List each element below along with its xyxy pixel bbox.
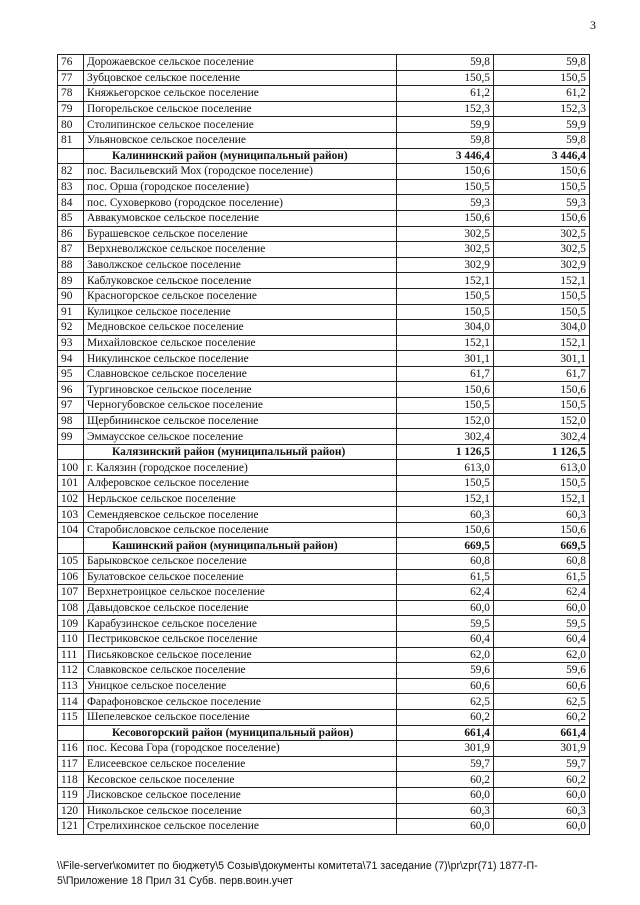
- amount-cell-2: 60,2: [494, 709, 590, 725]
- amount-cell-1: 60,8: [397, 554, 494, 570]
- row-number-cell: 106: [58, 569, 84, 585]
- row-number-cell: 120: [58, 803, 84, 819]
- row-number-cell: [58, 148, 84, 164]
- settlement-name-cell: Карабузинское сельское поселение: [84, 616, 397, 632]
- row-number-cell: 99: [58, 429, 84, 445]
- table-row: [58, 257, 590, 273]
- row-number-cell: 116: [58, 741, 84, 757]
- table-row: [58, 600, 590, 616]
- settlement-name-cell: Тургиновское сельское поселение: [84, 382, 397, 398]
- amount-cell-1: 152,1: [397, 491, 494, 507]
- table-row: [58, 694, 590, 710]
- amount-cell-1: 59,8: [397, 55, 494, 71]
- table-row: [58, 803, 590, 819]
- row-number-cell: 104: [58, 522, 84, 538]
- table-row: [58, 86, 590, 102]
- settlement-name-cell: Кашинский район (муниципальный район): [84, 538, 397, 554]
- table-row: [58, 210, 590, 226]
- table-row: [58, 195, 590, 211]
- row-number-cell: 111: [58, 647, 84, 663]
- amount-cell-2: 661,4: [494, 725, 590, 741]
- amount-cell-2: 1 126,5: [494, 444, 590, 460]
- table-row: [58, 585, 590, 601]
- amount-cell-1: 60,0: [397, 600, 494, 616]
- table-row: [58, 351, 590, 367]
- amount-cell-2: 62,0: [494, 647, 590, 663]
- settlement-name-cell: Красногорское сельское поселение: [84, 288, 397, 304]
- settlement-name-cell: пос. Орша (городское поселение): [84, 179, 397, 195]
- row-number-cell: 103: [58, 507, 84, 523]
- settlement-name-cell: Уницкое сельское поселение: [84, 678, 397, 694]
- settlement-name-cell: Черногубовское сельское поселение: [84, 398, 397, 414]
- table-row: [58, 554, 590, 570]
- row-number-cell: 113: [58, 678, 84, 694]
- row-number-cell: 107: [58, 585, 84, 601]
- file-path-line-2: 5\Приложение 18 Прил 31 Субв. перв.воин.учет: [57, 875, 293, 887]
- amount-cell-2: 302,5: [494, 242, 590, 258]
- amount-cell-2: 302,5: [494, 226, 590, 242]
- table-row: [58, 413, 590, 429]
- amount-cell-1: 304,0: [397, 320, 494, 336]
- table-row: [58, 304, 590, 320]
- table-row: [58, 772, 590, 788]
- amount-cell-1: 1 126,5: [397, 444, 494, 460]
- settlement-name-cell: Стрелихинское сельское поселение: [84, 819, 397, 835]
- row-number-cell: 78: [58, 86, 84, 102]
- row-number-cell: 89: [58, 273, 84, 289]
- row-number-cell: 92: [58, 320, 84, 336]
- amount-cell-1: 59,6: [397, 663, 494, 679]
- amount-cell-1: 61,5: [397, 569, 494, 585]
- amount-cell-1: 152,0: [397, 413, 494, 429]
- page-number: 3: [590, 18, 596, 32]
- amount-cell-2: 60,2: [494, 772, 590, 788]
- row-number-cell: 121: [58, 819, 84, 835]
- table-row: [58, 273, 590, 289]
- amount-cell-1: 613,0: [397, 460, 494, 476]
- settlement-name-cell: Щербининское сельское поселение: [84, 413, 397, 429]
- amount-cell-1: 301,1: [397, 351, 494, 367]
- row-number-cell: 110: [58, 631, 84, 647]
- row-number-cell: 83: [58, 179, 84, 195]
- settlement-name-cell: Калязинский район (муниципальный район): [84, 444, 397, 460]
- amount-cell-2: 60,0: [494, 819, 590, 835]
- amount-cell-2: 150,6: [494, 522, 590, 538]
- amount-cell-2: 59,8: [494, 55, 590, 71]
- district-row: [58, 148, 590, 164]
- amount-cell-1: 661,4: [397, 725, 494, 741]
- amount-cell-1: 152,1: [397, 335, 494, 351]
- amount-cell-2: 61,5: [494, 569, 590, 585]
- settlement-name-cell: Зубцовское сельское поселение: [84, 70, 397, 86]
- amount-cell-1: 150,5: [397, 398, 494, 414]
- table-row: [58, 429, 590, 445]
- settlement-name-cell: Славновское сельское поселение: [84, 366, 397, 382]
- amount-cell-1: 302,5: [397, 242, 494, 258]
- amount-cell-2: 59,8: [494, 132, 590, 148]
- table-row: [58, 398, 590, 414]
- settlement-name-cell: Кесовское сельское поселение: [84, 772, 397, 788]
- amount-cell-2: 60,4: [494, 631, 590, 647]
- table-row: [58, 101, 590, 117]
- table-row: [58, 507, 590, 523]
- settlement-name-cell: Верхневолжское сельское поселение: [84, 242, 397, 258]
- amount-cell-1: 62,5: [397, 694, 494, 710]
- settlement-name-cell: Фарафоновское сельское поселение: [84, 694, 397, 710]
- amount-cell-1: 61,2: [397, 86, 494, 102]
- settlement-name-cell: Михайловское сельское поселение: [84, 335, 397, 351]
- settlement-name-cell: Аввакумовское сельское поселение: [84, 210, 397, 226]
- amount-cell-1: 60,2: [397, 772, 494, 788]
- amount-cell-2: 150,5: [494, 476, 590, 492]
- amount-cell-1: 60,4: [397, 631, 494, 647]
- amount-cell-2: 150,5: [494, 288, 590, 304]
- file-path-footer: [57, 859, 597, 889]
- amount-cell-2: 59,9: [494, 117, 590, 133]
- amount-cell-2: 61,7: [494, 366, 590, 382]
- amount-cell-2: 60,6: [494, 678, 590, 694]
- settlement-name-cell: Никольское сельское поселение: [84, 803, 397, 819]
- amount-cell-2: 152,3: [494, 101, 590, 117]
- settlement-name-cell: Давыдовское сельское поселение: [84, 600, 397, 616]
- table-row: [58, 709, 590, 725]
- table-row: [58, 756, 590, 772]
- amount-cell-1: 60,0: [397, 787, 494, 803]
- amount-cell-1: 150,6: [397, 522, 494, 538]
- row-number-cell: [58, 725, 84, 741]
- settlement-name-cell: Эммаусское сельское поселение: [84, 429, 397, 445]
- amount-cell-1: 301,9: [397, 741, 494, 757]
- table-row: [58, 631, 590, 647]
- settlement-name-cell: Семендяевское сельское поселение: [84, 507, 397, 523]
- amount-cell-1: 59,9: [397, 117, 494, 133]
- table-row: [58, 242, 590, 258]
- settlement-name-cell: г. Калязин (городское поселение): [84, 460, 397, 476]
- table-row: [58, 320, 590, 336]
- amount-cell-2: 59,5: [494, 616, 590, 632]
- settlement-name-cell: Верхнетроицкое сельское поселение: [84, 585, 397, 601]
- table-row: [58, 117, 590, 133]
- amount-cell-1: 150,6: [397, 210, 494, 226]
- district-row: [58, 444, 590, 460]
- settlement-name-cell: Кулицкое сельское поселение: [84, 304, 397, 320]
- amount-cell-1: 150,6: [397, 382, 494, 398]
- amount-cell-1: 150,5: [397, 179, 494, 195]
- row-number-cell: 95: [58, 366, 84, 382]
- district-row: [58, 725, 590, 741]
- settlement-name-cell: Старобисловское сельское поселение: [84, 522, 397, 538]
- row-number-cell: 115: [58, 709, 84, 725]
- amount-cell-1: 152,1: [397, 273, 494, 289]
- amount-cell-1: 150,6: [397, 164, 494, 180]
- amount-cell-2: 60,0: [494, 787, 590, 803]
- amount-cell-2: 150,5: [494, 179, 590, 195]
- amount-cell-1: 61,7: [397, 366, 494, 382]
- table-row: [58, 55, 590, 71]
- row-number-cell: 86: [58, 226, 84, 242]
- amount-cell-1: 60,6: [397, 678, 494, 694]
- amount-cell-1: 150,5: [397, 288, 494, 304]
- amount-cell-2: 60,3: [494, 507, 590, 523]
- settlement-name-cell: Каблуковское сельское поселение: [84, 273, 397, 289]
- table-row: [58, 741, 590, 757]
- settlement-name-cell: Барыковское сельское поселение: [84, 554, 397, 570]
- amount-cell-1: 59,8: [397, 132, 494, 148]
- amount-cell-2: 62,4: [494, 585, 590, 601]
- amount-cell-2: 150,5: [494, 70, 590, 86]
- table-row: [58, 476, 590, 492]
- amount-cell-1: 62,0: [397, 647, 494, 663]
- amount-cell-2: 304,0: [494, 320, 590, 336]
- row-number-cell: 93: [58, 335, 84, 351]
- settlement-name-cell: Калининский район (муниципальный район): [84, 148, 397, 164]
- row-number-cell: 98: [58, 413, 84, 429]
- table-row: [58, 787, 590, 803]
- amount-cell-2: 150,5: [494, 304, 590, 320]
- row-number-cell: 87: [58, 242, 84, 258]
- settlement-name-cell: Письяковское сельское поселение: [84, 647, 397, 663]
- settlement-name-cell: Славковское сельское поселение: [84, 663, 397, 679]
- settlement-name-cell: Шепелевское сельское поселение: [84, 709, 397, 725]
- table-body: [58, 55, 590, 835]
- settlement-name-cell: Заволжское сельское поселение: [84, 257, 397, 273]
- settlement-name-cell: Пестриковское сельское поселение: [84, 631, 397, 647]
- table-row: [58, 132, 590, 148]
- row-number-cell: 94: [58, 351, 84, 367]
- row-number-cell: [58, 444, 84, 460]
- settlement-name-cell: Лисковское сельское поселение: [84, 787, 397, 803]
- row-number-cell: 109: [58, 616, 84, 632]
- table-row: [58, 288, 590, 304]
- row-number-cell: 114: [58, 694, 84, 710]
- table-row: [58, 335, 590, 351]
- amount-cell-1: 60,3: [397, 507, 494, 523]
- table-row: [58, 522, 590, 538]
- amount-cell-2: 62,5: [494, 694, 590, 710]
- amount-cell-1: 302,5: [397, 226, 494, 242]
- table-row: [58, 647, 590, 663]
- settlement-name-cell: Булатовское сельское поселение: [84, 569, 397, 585]
- amount-cell-1: 152,3: [397, 101, 494, 117]
- amount-cell-2: 59,7: [494, 756, 590, 772]
- amount-cell-2: 3 446,4: [494, 148, 590, 164]
- row-number-cell: 80: [58, 117, 84, 133]
- row-number-cell: 119: [58, 787, 84, 803]
- row-number-cell: 88: [58, 257, 84, 273]
- settlement-name-cell: Елисеевское сельское поселение: [84, 756, 397, 772]
- amount-cell-2: 302,9: [494, 257, 590, 273]
- amount-cell-2: 152,1: [494, 273, 590, 289]
- amount-cell-1: 150,5: [397, 476, 494, 492]
- table-row: [58, 491, 590, 507]
- amount-cell-2: 61,2: [494, 86, 590, 102]
- amount-cell-1: 302,9: [397, 257, 494, 273]
- row-number-cell: [58, 538, 84, 554]
- amount-cell-1: 150,5: [397, 70, 494, 86]
- amount-cell-1: 150,5: [397, 304, 494, 320]
- amount-cell-2: 59,3: [494, 195, 590, 211]
- table-row: [58, 366, 590, 382]
- amount-cell-1: 59,5: [397, 616, 494, 632]
- amount-cell-2: 301,1: [494, 351, 590, 367]
- row-number-cell: 81: [58, 132, 84, 148]
- amount-cell-1: 60,0: [397, 819, 494, 835]
- row-number-cell: 90: [58, 288, 84, 304]
- settlement-name-cell: Погорельское сельское поселение: [84, 101, 397, 117]
- table-row: [58, 569, 590, 585]
- row-number-cell: 101: [58, 476, 84, 492]
- amount-cell-2: 150,6: [494, 382, 590, 398]
- settlement-name-cell: Кесовогорский район (муниципальный район): [84, 725, 397, 741]
- amount-cell-2: 150,6: [494, 210, 590, 226]
- table-row: [58, 678, 590, 694]
- table-row: [58, 226, 590, 242]
- amount-cell-2: 60,8: [494, 554, 590, 570]
- amount-cell-1: 60,3: [397, 803, 494, 819]
- settlement-name-cell: Столипинское сельское поселение: [84, 117, 397, 133]
- amount-cell-1: 59,7: [397, 756, 494, 772]
- amount-cell-1: 62,4: [397, 585, 494, 601]
- allocation-table: [57, 54, 590, 835]
- amount-cell-2: 60,3: [494, 803, 590, 819]
- row-number-cell: 118: [58, 772, 84, 788]
- amount-cell-2: 301,9: [494, 741, 590, 757]
- settlement-name-cell: Дорожаевское сельское поселение: [84, 55, 397, 71]
- row-number-cell: 76: [58, 55, 84, 71]
- table-row: [58, 164, 590, 180]
- row-number-cell: 108: [58, 600, 84, 616]
- row-number-cell: 79: [58, 101, 84, 117]
- settlement-name-cell: Нерльское сельское поселение: [84, 491, 397, 507]
- amount-cell-2: 150,5: [494, 398, 590, 414]
- row-number-cell: 102: [58, 491, 84, 507]
- row-number-cell: 117: [58, 756, 84, 772]
- amount-cell-2: 60,0: [494, 600, 590, 616]
- amount-cell-1: 302,4: [397, 429, 494, 445]
- amount-cell-1: 59,3: [397, 195, 494, 211]
- row-number-cell: 97: [58, 398, 84, 414]
- amount-cell-2: 59,6: [494, 663, 590, 679]
- settlement-name-cell: Бурашевское сельское поселение: [84, 226, 397, 242]
- amount-cell-2: 152,0: [494, 413, 590, 429]
- row-number-cell: 112: [58, 663, 84, 679]
- amount-cell-2: 152,1: [494, 335, 590, 351]
- row-number-cell: 77: [58, 70, 84, 86]
- row-number-cell: 100: [58, 460, 84, 476]
- settlement-name-cell: Ульяновское сельское поселение: [84, 132, 397, 148]
- table-row: [58, 663, 590, 679]
- amount-cell-2: 669,5: [494, 538, 590, 554]
- amount-cell-2: 150,6: [494, 164, 590, 180]
- row-number-cell: 96: [58, 382, 84, 398]
- amount-cell-2: 302,4: [494, 429, 590, 445]
- amount-cell-1: 60,2: [397, 709, 494, 725]
- amount-cell-2: 152,1: [494, 491, 590, 507]
- settlement-name-cell: пос. Васильевский Мох (городское поселение): [84, 164, 397, 180]
- table-row: [58, 70, 590, 86]
- settlement-name-cell: пос. Кесова Гора (городское поселение): [84, 741, 397, 757]
- table-row: [58, 179, 590, 195]
- amount-cell-2: 613,0: [494, 460, 590, 476]
- settlement-name-cell: Медновское сельское поселение: [84, 320, 397, 336]
- amount-cell-1: 669,5: [397, 538, 494, 554]
- table-row: [58, 819, 590, 835]
- row-number-cell: 82: [58, 164, 84, 180]
- table-row: [58, 460, 590, 476]
- file-path-line-1: \\File-server\комитет по бюджету\5 Созыв\документы комитета\71 заседание (7)\pr\zpr(71) 1877-П-: [57, 860, 538, 872]
- table-row: [58, 382, 590, 398]
- settlement-name-cell: Княжьегорское сельское поселение: [84, 86, 397, 102]
- settlement-name-cell: Никулинское сельское поселение: [84, 351, 397, 367]
- row-number-cell: 85: [58, 210, 84, 226]
- row-number-cell: 105: [58, 554, 84, 570]
- settlement-name-cell: пос. Суховерково (городское поселение): [84, 195, 397, 211]
- district-row: [58, 538, 590, 554]
- row-number-cell: 84: [58, 195, 84, 211]
- amount-cell-1: 3 446,4: [397, 148, 494, 164]
- settlement-name-cell: Алферовское сельское поселение: [84, 476, 397, 492]
- table-row: [58, 616, 590, 632]
- row-number-cell: 91: [58, 304, 84, 320]
